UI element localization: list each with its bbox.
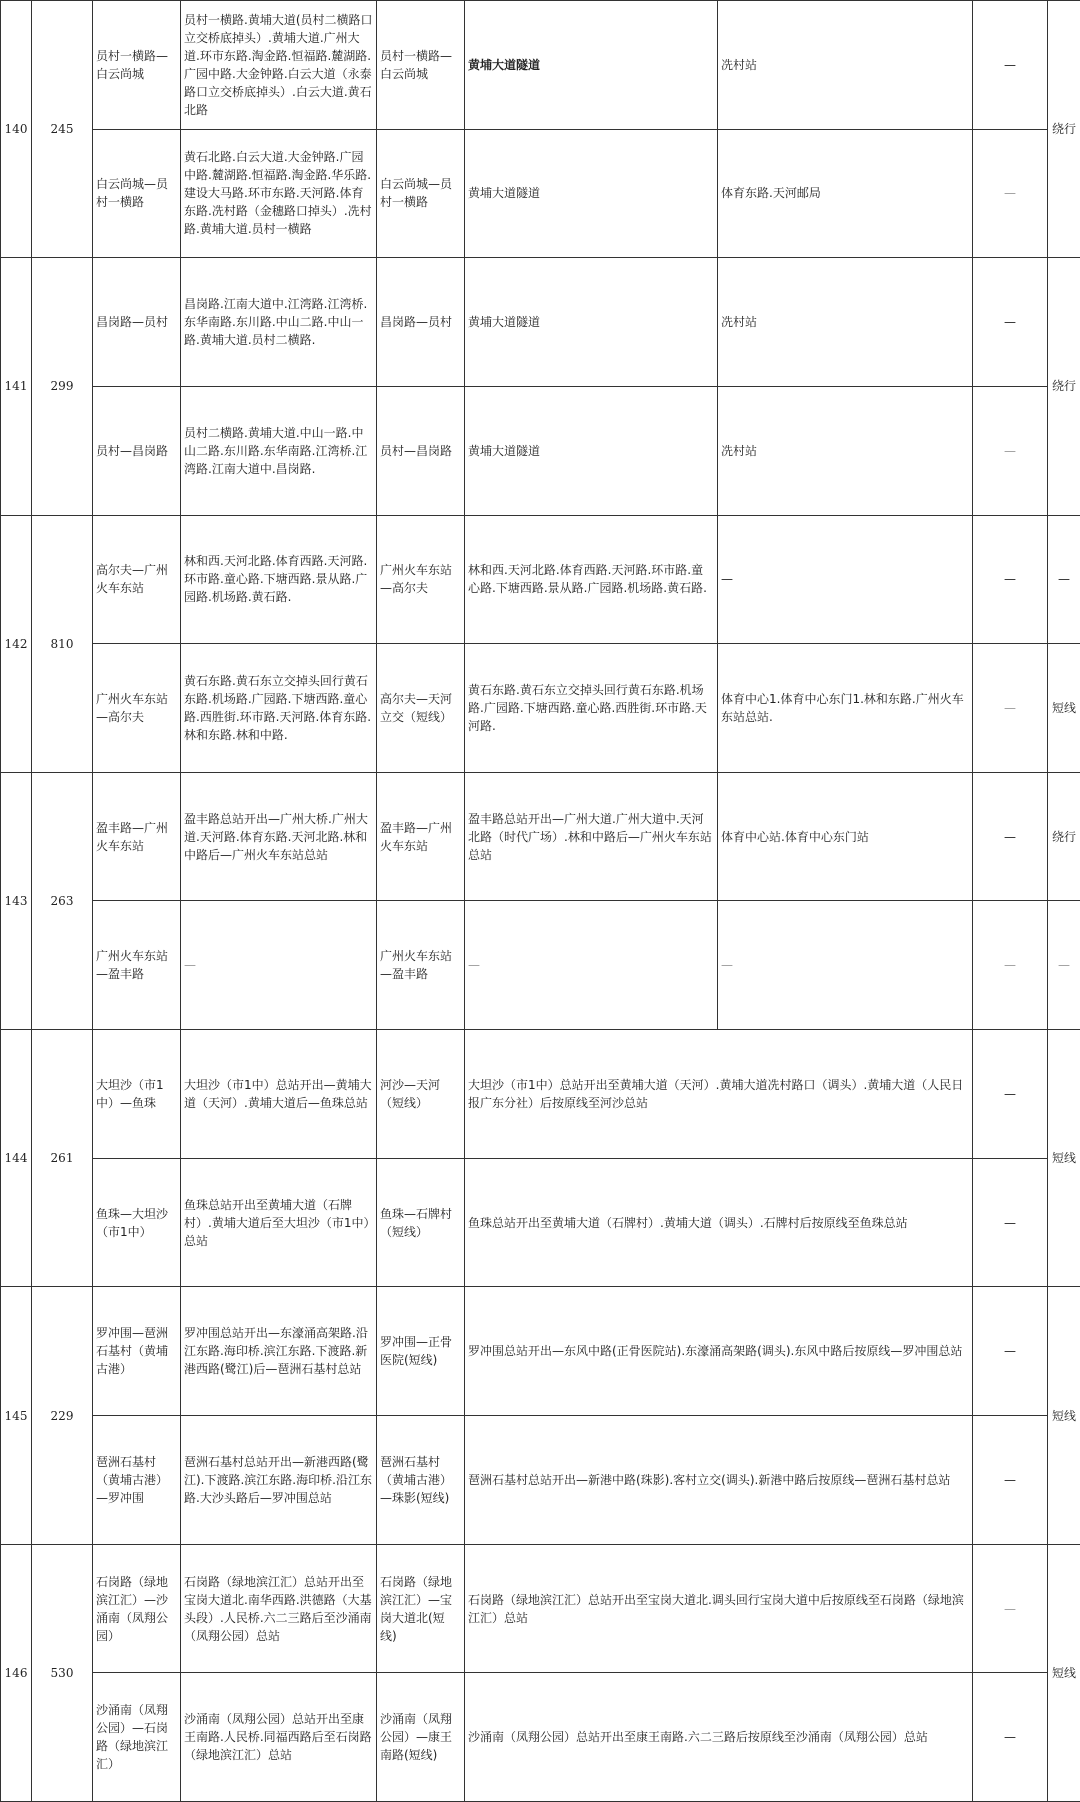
table-row [1,1673,1080,1802]
table-row [1,901,1080,1030]
stops-cell: 冼村站 [718,1,973,130]
table-row [1,1,1080,130]
detour-detail-cell: 鱼珠总站开出至黄埔大道（石牌村）.黄埔大道（调头）.石牌村后按原线至鱼珠总站 [465,1158,973,1287]
section-cell: 鱼珠—石牌村（短线） [377,1158,465,1287]
direction-cell: 昌岗路—员村 [93,258,181,387]
affected-road-cell: 黄埔大道隧道 [465,386,718,515]
section-cell: 员村—昌岗路 [377,386,465,515]
affected-road-cell: 盈丰路总站开出—广州大道.广州大道中.天河北路（时代广场）.林和中路后—广州火车东站总站 [465,772,718,901]
section-cell: 白云尚城—员村一横路 [377,129,465,258]
note-cell: — [973,386,1048,515]
original-route-cell: 林和西.天河北路.体育西路.天河路.环市路.童心路.下塘西路.景从路.广园路.机场路.黄石路. [181,515,377,644]
original-route-cell: 琶洲石基村总站开出—新港西路(鹭江).下渡路.滨江东路.海印桥.沿江东路.大沙头路后—罗冲围总站 [181,1416,377,1545]
section-cell: 沙涌南（凤翔公园）—康王南路(短线) [377,1673,465,1802]
adjustment-type: 绕行 [1048,772,1080,901]
adjustment-type: 短线 [1048,1544,1080,1801]
stops-cell: 冼村站 [718,258,973,387]
original-route-cell: 昌岗路.江南大道中.江湾路.江湾桥.东华南路.东川路.中山二路.中山一路.黄埔大道.员村二横路. [181,258,377,387]
direction-cell: 大坦沙（市1中）—鱼珠 [93,1030,181,1159]
route-number: 146 [1,1544,32,1801]
original-route-cell: 黄石北路.白云大道.大金钟路.广园中路.麓湖路.恒福路.淘金路.华乐路.建设大马路.环市东路.天河路.体育东路.冼村路（金穗路口掉头）.冼村路.黄埔大道.员村一横路 [181,129,377,258]
route-number: 141 [1,258,32,515]
detour-detail-cell: 琶洲石基村总站开出—新港中路(珠影).客村立交(调头).新港中路后按原线—琶洲石基村总站 [465,1416,973,1545]
table-row [1,1416,1080,1545]
affected-road-cell: 黄埔大道隧道 [465,129,718,258]
route-number: 143 [1,772,32,1029]
direction-cell: 员村—昌岗路 [93,386,181,515]
note-cell: — [973,901,1048,1030]
table-row [1,386,1080,515]
table-row [1,129,1080,258]
section-cell: 罗冲围—正骨医院(短线) [377,1287,465,1416]
affected-road-cell: 黄石东路.黄石东立交掉头回行黄石东路.机场路.广园路.下塘西路.童心路.西胜街.环市路.天河路. [465,644,718,773]
note-cell: — [973,515,1048,644]
adjustment-type: 绕行 [1048,258,1080,515]
original-route-cell: 鱼珠总站开出至黄埔大道（石牌村）.黄埔大道后至大坦沙（市1中）总站 [181,1158,377,1287]
table-row [1,515,1080,644]
direction-cell: 广州火车东站—盈丰路 [93,901,181,1030]
note-cell: — [973,1673,1048,1802]
note-cell: — [973,644,1048,773]
section-cell: 琶洲石基村（黄埔古港）—珠影(短线) [377,1416,465,1545]
detour-detail-cell: 沙涌南（凤翔公园）总站开出至康王南路.六二三路后按原线至沙涌南（凤翔公园）总站 [465,1673,973,1802]
stops-cell: — [718,515,973,644]
stops-cell: 冼村站 [718,386,973,515]
stops-cell: 体育中心1.体育中心东门1.林和东路.广州火车东站总站. [718,644,973,773]
original-route-cell: 员村一横路.黄埔大道(员村二横路口立交桥底掉头）.黄埔大道.广州大道.环市东路.淘金路.恒福路.麓湖路.广园中路.大金钟路.白云大道（永泰路口立交桥底掉头）.白云大道.黄石北路 [181,1,377,130]
section-cell: 广州火车东站—盈丰路 [377,901,465,1030]
route-number: 144 [1,1030,32,1287]
note-cell: — [973,258,1048,387]
direction-cell: 盈丰路—广州火车东站 [93,772,181,901]
table-row [1,1030,1080,1159]
direction-cell: 高尔夫—广州火车东站 [93,515,181,644]
original-route-cell: 员村二横路.黄埔大道.中山一路.中山二路.东川路.东华南路.江湾桥.江湾路.江南大道中.昌岗路. [181,386,377,515]
route-count: 263 [32,772,93,1029]
section-cell: 昌岗路—员村 [377,258,465,387]
original-route-cell: 黄石东路.黄石东立交掉头回行黄石东路.机场路.广园路.下塘西路.童心路.西胜街.环市路.天河路.体育东路.林和东路.林和中路. [181,644,377,773]
note-cell: — [973,1158,1048,1287]
direction-cell: 广州火车东站—高尔夫 [93,644,181,773]
route-count: 229 [32,1287,93,1544]
direction-cell: 员村一横路—白云尚城 [93,1,181,130]
table-row [1,644,1080,773]
route-count: 261 [32,1030,93,1287]
section-cell: 石岗路（绿地滨江汇）—宝岗大道北(短线) [377,1544,465,1673]
stops-cell: 体育东路.天河邮局 [718,129,973,258]
table-row [1,1287,1080,1416]
section-cell: 员村一横路—白云尚城 [377,1,465,130]
section-cell: 广州火车东站—高尔夫 [377,515,465,644]
affected-road-cell: 黄埔大道隧道 [465,258,718,387]
route-count: 245 [32,1,93,258]
section-cell: 盈丰路—广州火车东站 [377,772,465,901]
route-count: 299 [32,258,93,515]
original-route-cell: 大坦沙（市1中）总站开出—黄埔大道（天河）.黄埔大道后—鱼珠总站 [181,1030,377,1159]
stops-cell: — [718,901,973,1030]
direction-cell: 石岗路（绿地滨江汇）—沙涌南（凤翔公园） [93,1544,181,1673]
original-route-cell: 石岗路（绿地滨江汇）总站开出至宝岗大道北.南华西路.洪德路（大基头段）.人民桥.六二三路后至沙涌南（凤翔公园）总站 [181,1544,377,1673]
route-count: 810 [32,515,93,772]
affected-road-cell: 林和西.天河北路.体育西路.天河路.环市路.童心路.下塘西路.景从路.广园路.机场路.黄石路. [465,515,718,644]
adjustment-type: 短线 [1048,644,1080,773]
section-cell: 高尔夫—天河立交（短线） [377,644,465,773]
note-cell: — [973,1416,1048,1545]
stops-cell: 体育中心站.体育中心东门站 [718,772,973,901]
original-route-cell: — [181,901,377,1030]
adjustment-type: 绕行 [1048,1,1080,258]
direction-cell: 鱼珠—大坦沙（市1中） [93,1158,181,1287]
direction-cell: 琶洲石基村（黄埔古港）—罗冲围 [93,1416,181,1545]
note-cell: — [973,1544,1048,1673]
table-row [1,772,1080,901]
note-cell: — [973,129,1048,258]
table-row [1,1544,1080,1673]
note-cell: — [973,1,1048,130]
affected-road-cell: 黄埔大道隧道 [465,1,718,130]
section-cell: 河沙—天河（短线） [377,1030,465,1159]
note-cell: — [973,1287,1048,1416]
route-number: 140 [1,1,32,258]
detour-detail-cell: 罗冲围总站开出—东风中路(正骨医院站).东濠涌高架路(调头).东风中路后按原线—罗冲围总站 [465,1287,973,1416]
detour-detail-cell: 大坦沙（市1中）总站开出至黄埔大道（天河）.黄埔大道冼村路口（调头）.黄埔大道（人民日报广东分社）后按原线至河沙总站 [465,1030,973,1159]
table-row [1,258,1080,387]
adjustment-type: — [1048,515,1080,644]
table-row [1,1158,1080,1287]
direction-cell: 白云尚城—员村一横路 [93,129,181,258]
original-route-cell: 盈丰路总站开出—广州大桥.广州大道.天河路.体育东路.天河北路.林和中路后—广州火车东站总站 [181,772,377,901]
route-number: 142 [1,515,32,772]
adjustment-type: — [1048,901,1080,1030]
note-cell: — [973,772,1048,901]
direction-cell: 罗冲围—琶洲石基村（黄埔古港） [93,1287,181,1416]
detour-detail-cell: 石岗路（绿地滨江汇）总站开出至宝岗大道北.调头回行宝岗大道中后按原线至石岗路（绿地滨江汇）总站 [465,1544,973,1673]
original-route-cell: 沙涌南（凤翔公园）总站开出至康王南路.人民桥.同福西路后至石岗路（绿地滨江汇）总站 [181,1673,377,1802]
adjustment-type: 短线 [1048,1030,1080,1287]
adjustment-type: 短线 [1048,1287,1080,1544]
route-number: 145 [1,1287,32,1544]
direction-cell: 沙涌南（凤翔公园）—石岗路（绿地滨江汇） [93,1673,181,1802]
note-cell: — [973,1030,1048,1159]
route-count: 530 [32,1544,93,1801]
affected-road-cell: — [465,901,718,1030]
original-route-cell: 罗冲围总站开出—东濠涌高架路.沿江东路.海印桥.滨江东路.下渡路.新港西路(鹭江)后—琶洲石基村总站 [181,1287,377,1416]
